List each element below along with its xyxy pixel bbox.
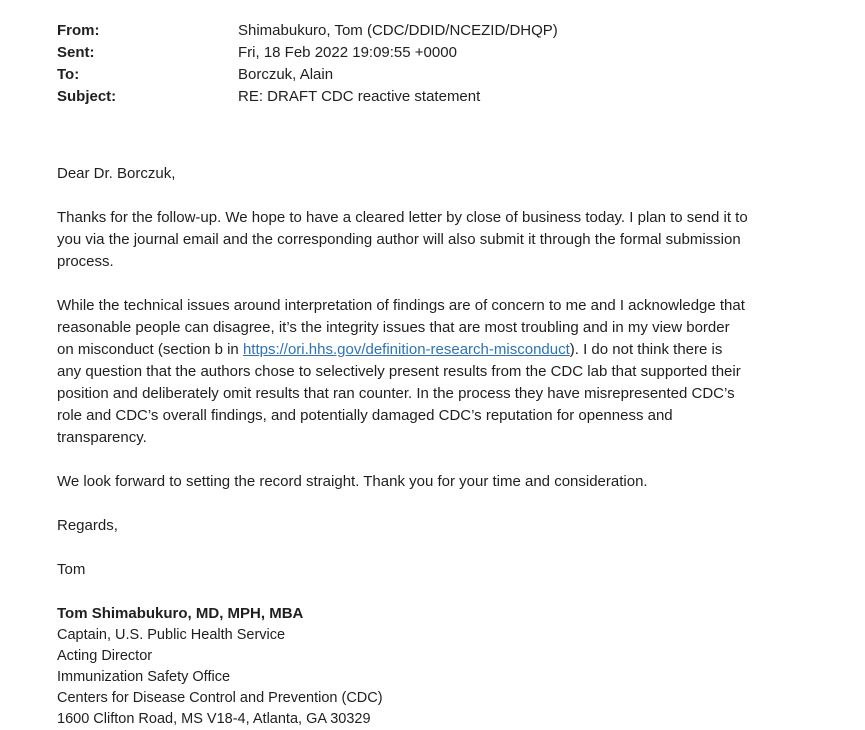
signature-office: Immunization Safety Office — [57, 669, 231, 685]
paragraph2-line: position and deliberately omit results that ran counter. In the process they have misrepresented CDC’s — [57, 385, 735, 402]
research-misconduct-definition-link[interactable]: https://ori.hhs.gov/definition-research-misconduct — [242, 341, 570, 358]
body-paragraph-2 — [57, 295, 827, 449]
signature-rank: Captain, U.S. Public Health Service — [57, 627, 286, 643]
paragraph2-line: transparency. — [57, 429, 147, 446]
paragraph2-line: While the technical issues around interpretation of findings are of concern to me and I acknowledge that — [57, 297, 745, 314]
header-row-to — [57, 64, 827, 86]
header-row-sent — [57, 42, 827, 64]
header-row-from — [57, 20, 827, 42]
header-from-value: Shimabukuro, Tom (CDC/DDID/NCEZID/DHQP) — [238, 22, 558, 39]
header-sent-label: Sent: — [57, 44, 95, 61]
paragraph2-line: reasonable people can disagree, it’s the integrity issues that are most troubling and in my view border — [57, 319, 730, 336]
link-line-prefix: on misconduct (section b in — [57, 341, 243, 358]
closing-name: Tom — [57, 561, 86, 578]
salutation-paragraph — [57, 163, 827, 185]
closing-paragraph — [57, 515, 827, 537]
body-paragraph-3 — [57, 471, 827, 493]
header-subject-label: Subject: — [57, 88, 117, 105]
email-header-block — [57, 20, 827, 108]
closing: Regards, — [57, 517, 118, 534]
paragraph2-line: any question that the authors chose to selectively present results from the CDC lab that supported their — [57, 363, 741, 380]
paragraph2-line: role and CDC’s overall findings, and potentially damaged CDC’s reputation for openness and — [57, 407, 673, 424]
paragraph2-line-with-link — [57, 339, 827, 361]
header-subject-value: RE: DRAFT CDC reactive statement — [238, 88, 481, 105]
signature-name: Tom Shimabukuro, MD, MPH, MBA — [57, 605, 304, 622]
header-to-label: To: — [57, 66, 80, 83]
signature-address: 1600 Clifton Road, MS V18-4, Atlanta, GA 30329 — [57, 711, 371, 727]
signature-block — [57, 603, 827, 730]
signature-org: Centers for Disease Control and Prevention (CDC) — [57, 690, 383, 706]
paragraph1-line: process. — [57, 253, 114, 270]
body-paragraph-1 — [57, 207, 827, 273]
header-sent-value: Fri, 18 Feb 2022 19:09:55 +0000 — [238, 44, 457, 61]
paragraph1-line: Thanks for the follow-up. We hope to have a cleared letter by close of business today. I plan to send it to — [57, 209, 748, 226]
header-from-label: From: — [57, 22, 100, 39]
paragraph3-line: We look forward to setting the record straight. Thank you for your time and consideration. — [57, 473, 648, 490]
link-line-suffix: ). I do not think there is — [569, 341, 723, 358]
salutation: Dear Dr. Borczuk, — [57, 165, 176, 182]
closing-name-paragraph — [57, 559, 827, 581]
header-to-value: Borczuk, Alain — [238, 66, 334, 83]
signature-role: Acting Director — [57, 648, 153, 664]
header-row-subject — [57, 86, 827, 108]
paragraph1-line: you via the journal email and the corresponding author will also submit it through the formal submission — [57, 231, 741, 248]
